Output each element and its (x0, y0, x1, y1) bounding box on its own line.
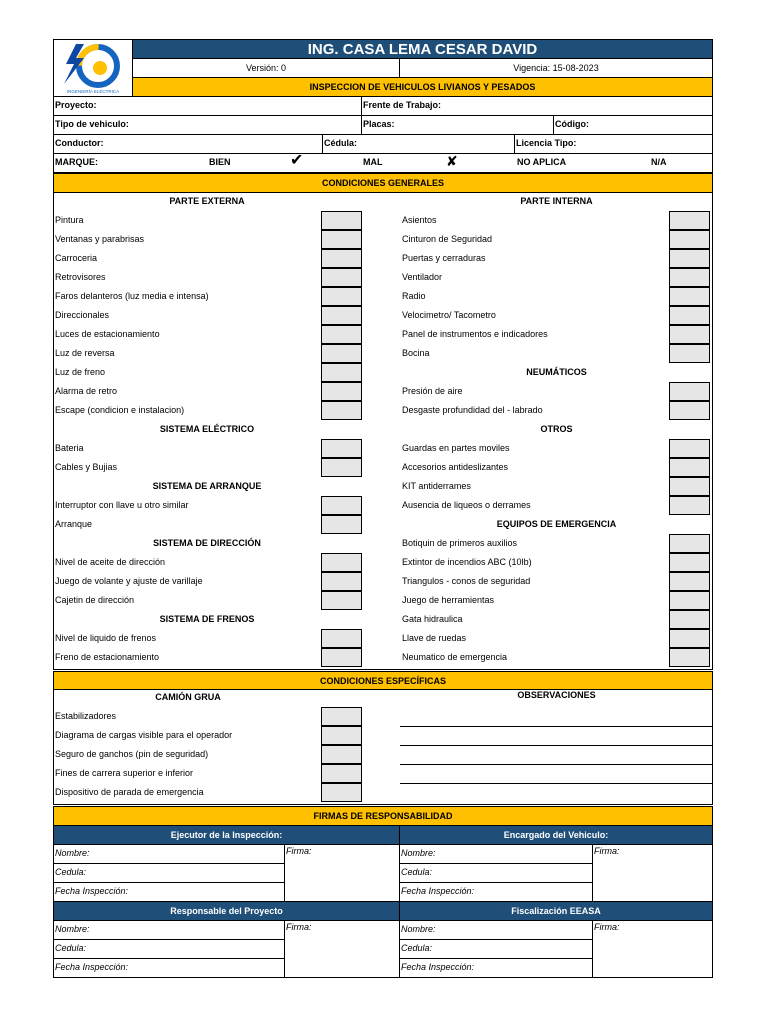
checklist-item-label: Gata hidraulica (402, 614, 463, 624)
checklist-item-label: Alarma de retro (55, 386, 118, 396)
observation-line (400, 726, 713, 727)
check-box[interactable] (669, 306, 710, 325)
check-icon: ✔ (290, 152, 304, 169)
id-card-label: Cédula: (324, 138, 358, 148)
checklist-item-label: Extintor de incendios ABC (10lb) (402, 557, 532, 567)
check-box[interactable] (321, 382, 362, 401)
external-heading: PARTE EXTERNA (169, 196, 245, 206)
checklist-item-label: Juego de herramientas (402, 595, 495, 605)
observation-line (400, 745, 713, 746)
cross-icon: ✘ (446, 153, 458, 169)
checklist-item-label: Nivel de aceite de dirección (55, 557, 166, 567)
checklist-item-label: Asientos (402, 215, 437, 225)
divider (553, 115, 554, 135)
signature-block-heading: Ejecutor de la Inspección: (53, 825, 400, 845)
legend-mark: MARQUE: (55, 157, 98, 167)
checklist-item-label: Triangulos - conos de seguridad (402, 576, 531, 586)
checklist-item-label: Arranque (55, 519, 93, 529)
signature-name-label: Nombre: (55, 848, 90, 858)
check-box[interactable] (669, 591, 710, 610)
check-box[interactable] (669, 268, 710, 287)
fields-row-3 (53, 134, 713, 154)
observations-heading: OBSERVACIONES (517, 690, 596, 700)
check-box[interactable] (321, 707, 362, 726)
project-label: Proyecto: (55, 100, 97, 110)
logo-caption: INGENIERÍA ELÉCTRICA (66, 89, 120, 94)
checklist-item-label: Luz de freno (55, 367, 106, 377)
checklist-item-label: Nivel de liquido de frenos (55, 633, 157, 643)
check-box[interactable] (321, 363, 362, 382)
check-box[interactable] (321, 287, 362, 306)
check-box[interactable] (321, 745, 362, 764)
signature-id-label: Cedula: (55, 943, 87, 953)
signature-id-field[interactable] (53, 939, 285, 959)
crane-item-label: Fines de carrera superior e inferior (55, 768, 194, 778)
signature-name-label: Nombre: (55, 924, 90, 934)
checklist-item-label: Luces de estacionamiento (55, 329, 160, 339)
signature-date-label: Fecha Inspección: (401, 886, 475, 896)
divider (322, 134, 323, 154)
check-box[interactable] (321, 553, 362, 572)
checklist-item-label: Llave de ruedas (402, 633, 467, 643)
signature-block-heading: Responsable del Proyecto (53, 901, 400, 921)
crane-item-label: Seguro de ganchos (pin de seguridad) (55, 749, 209, 759)
signature-label: Firma: (286, 922, 312, 932)
company-logo (54, 40, 132, 96)
validity-text: Vigencia: 15-08-2023 (399, 58, 713, 78)
signature-date-label: Fecha Inspección: (55, 886, 129, 896)
check-box[interactable] (669, 439, 710, 458)
section-heading: SISTEMA DE FRENOS (159, 614, 255, 624)
check-box[interactable] (669, 629, 710, 648)
check-box[interactable] (669, 287, 710, 306)
divider (514, 134, 515, 154)
checklist-item-label: Velocimetro/ Tacometro (402, 310, 496, 320)
check-box[interactable] (321, 268, 362, 287)
check-box[interactable] (321, 764, 362, 783)
check-box[interactable] (669, 401, 710, 420)
code-label: Código: (555, 119, 589, 129)
checklist-item-label: Cables y Bujias (55, 462, 118, 472)
signature-label: Firma: (594, 846, 620, 856)
crane-item-label: Dispositivo de parada de emergencia (55, 787, 204, 797)
logo-cell (53, 39, 133, 97)
legend-good: BIEN (209, 157, 231, 167)
checklist-item-label: Carroceria (55, 253, 98, 263)
checklist-item-label: Ventilador (402, 272, 443, 282)
driver-label: Conductor: (55, 138, 104, 148)
internal-heading: PARTE INTERNA (520, 196, 593, 206)
legend-na-code: N/A (651, 157, 667, 167)
observation-line (400, 764, 713, 765)
section-heading: NEUMÁTICOS (526, 367, 587, 377)
checklist-item-label: Luz de reversa (55, 348, 115, 358)
checklist-item-label: Freno de estacionamiento (55, 652, 160, 662)
check-box[interactable] (321, 648, 362, 667)
section-heading: SISTEMA ELÉCTRICO (159, 424, 255, 434)
check-box[interactable] (669, 325, 710, 344)
work-front-label: Frente de Trabajo: (363, 100, 442, 110)
divider (361, 115, 362, 135)
plates-label: Placas: (363, 119, 395, 129)
check-box[interactable] (321, 230, 362, 249)
check-box[interactable] (321, 325, 362, 344)
checklist-item-label: Escape (condicion e instalacion) (55, 405, 185, 415)
signature-id-label: Cedula: (55, 867, 87, 877)
checklist-item-label: Neumatico de emergencia (402, 652, 508, 662)
signature-date-label: Fecha Inspección: (401, 962, 475, 972)
version-text: Versión: 0 (132, 58, 400, 78)
check-box[interactable] (669, 344, 710, 363)
signature-name-label: Nombre: (401, 848, 436, 858)
checklist-item-label: Guardas en partes moviles (402, 443, 510, 453)
checklist-item-label: Botiquin de primeros auxilios (402, 538, 518, 548)
signature-id-label: Cedula: (401, 867, 433, 877)
section-heading: SISTEMA DE DIRECCIÓN (153, 538, 261, 548)
checklist-item-label: Panel de instrumentos e indicadores (402, 329, 548, 339)
legend-bad: MAL (363, 157, 383, 167)
check-box[interactable] (321, 249, 362, 268)
check-box[interactable] (321, 572, 362, 591)
check-box[interactable] (669, 610, 710, 629)
signature-date-label: Fecha Inspección: (55, 962, 129, 972)
specific-conditions-title: CONDICIONES ESPECÍFICAS (53, 671, 713, 690)
check-box[interactable] (321, 211, 362, 230)
check-box[interactable] (321, 783, 362, 802)
checklist-item-label: Ausencia de liqueos o derrames (402, 500, 531, 510)
checklist-item-label: Desgaste profundidad del - labrado (402, 405, 543, 415)
general-conditions-title: CONDICIONES GENERALES (53, 173, 713, 193)
divider (361, 96, 362, 116)
checklist-item-label: Bateria (55, 443, 84, 453)
check-box[interactable] (669, 211, 710, 230)
check-box[interactable] (669, 553, 710, 572)
checklist-item-label: Direccionales (55, 310, 110, 320)
check-box[interactable] (669, 249, 710, 268)
license-label: Licencia Tipo: (516, 138, 577, 148)
check-box[interactable] (669, 572, 710, 591)
crane-item-label: Diagrama de cargas visible para el operador (55, 730, 233, 740)
check-box[interactable] (669, 458, 710, 477)
check-box[interactable] (669, 230, 710, 249)
crane-heading: CAMIÓN GRUA (155, 692, 221, 702)
signature-id-field[interactable] (53, 863, 285, 883)
checklist-item-label: Cajetin de dirección (55, 595, 135, 605)
check-box[interactable] (321, 458, 362, 477)
checklist-item-label: Radio (402, 291, 426, 301)
section-heading: OTROS (540, 424, 573, 434)
signature-block-heading: Fiscalización EEASA (399, 901, 713, 921)
check-box[interactable] (321, 496, 362, 515)
section-heading: EQUIPOS DE EMERGENCIA (496, 519, 617, 529)
form-title: INSPECCION DE VEHICULOS LIVIANOS Y PESADOS (132, 77, 713, 97)
signatures-title: FIRMAS DE RESPONSABILIDAD (53, 806, 713, 826)
check-box[interactable] (669, 477, 710, 496)
signature-label: Firma: (286, 846, 312, 856)
checklist-item-label: Retrovisores (55, 272, 106, 282)
checklist-item-label: Faros delanteros (luz media e intensa) (55, 291, 209, 301)
check-box[interactable] (321, 306, 362, 325)
check-box[interactable] (669, 496, 710, 515)
checklist-item-label: Juego de volante y ajuste de varillaje (55, 576, 203, 586)
signature-name-label: Nombre: (401, 924, 436, 934)
checklist-item-label: KIT antiderrames (402, 481, 471, 491)
checklist-item-label: Bocina (402, 348, 430, 358)
legend-na: NO APLICA (517, 157, 567, 167)
check-box[interactable] (669, 534, 710, 553)
checklist-item-label: Accesorios antideslizantes (402, 462, 509, 472)
vehicle-type-label: Tipo de vehiculo: (55, 119, 129, 129)
checklist-item-label: Ventanas y parabrisas (55, 234, 145, 244)
check-box[interactable] (321, 344, 362, 363)
check-box[interactable] (321, 401, 362, 420)
company-title: ING. CASA LEMA CESAR DAVID (132, 39, 713, 59)
check-box[interactable] (321, 726, 362, 745)
check-box[interactable] (321, 515, 362, 534)
crane-item-label: Estabilizadores (55, 711, 117, 721)
checklist-item-label: Interruptor con llave u otro similar (55, 500, 189, 510)
checklist-item-label: Presión de aire (402, 386, 463, 396)
check-box[interactable] (669, 648, 710, 667)
check-box[interactable] (321, 591, 362, 610)
check-box[interactable] (321, 629, 362, 648)
signature-id-label: Cedula: (401, 943, 433, 953)
checklist-item-label: Cinturon de Seguridad (402, 234, 493, 244)
section-heading: SISTEMA DE ARRANQUE (152, 481, 262, 491)
signature-label: Firma: (594, 922, 620, 932)
check-box[interactable] (669, 382, 710, 401)
checklist-item-label: Pintura (55, 215, 84, 225)
check-box[interactable] (321, 439, 362, 458)
legend-row (53, 153, 713, 173)
observation-line (400, 783, 713, 784)
checklist-item-label: Puertas y cerraduras (402, 253, 486, 263)
signature-block-heading: Encargado del Vehiculo: (399, 825, 713, 845)
